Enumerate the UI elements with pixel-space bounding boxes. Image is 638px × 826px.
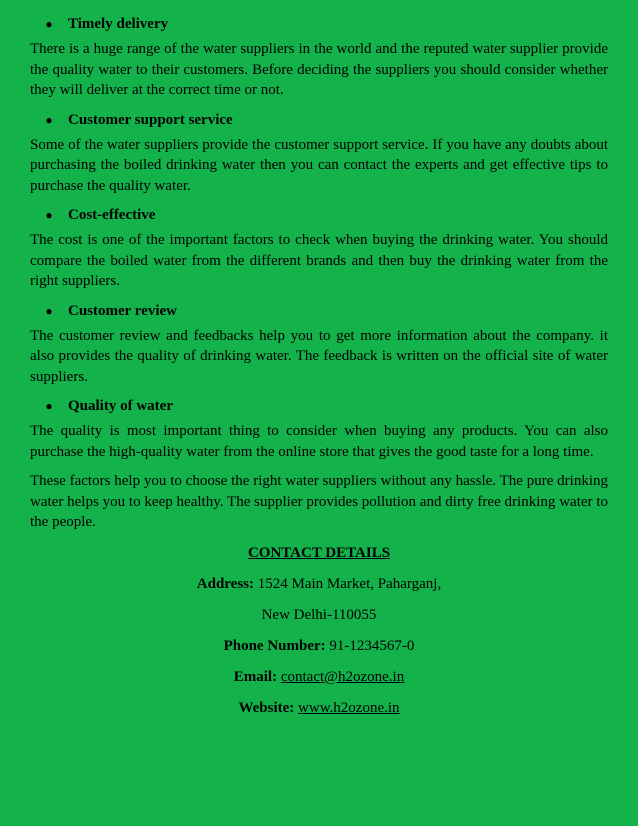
section-body-cost-effective: The cost is one of the important factors to check when buying the drinking water. You should compare the boiled water from the different brands and then buy the drinking water from the right suppliers. — [30, 232, 608, 289]
section-heading-text: Cost-effective — [68, 207, 156, 223]
bullet-icon: ● — [45, 208, 53, 222]
section-heading-text: Quality of water — [68, 398, 173, 414]
email-label: Email: — [233, 668, 278, 685]
contact-details — [30, 543, 608, 718]
bullet-icon: ● — [45, 112, 53, 127]
section-heading-text: Customer review — [68, 302, 177, 319]
phone-value: 91-1234567-0 — [329, 637, 415, 654]
contact-heading: CONTACT DETAILS — [247, 544, 391, 561]
website-link[interactable]: www.h2ozone.in — [298, 699, 400, 716]
section-heading-customer-review — [30, 301, 608, 321]
contact-phone — [30, 636, 608, 656]
section-heading-text: Timely delivery — [68, 16, 169, 32]
website-label: Website: — [238, 699, 295, 716]
contact-address — [30, 574, 608, 594]
address-label: Address: — [196, 575, 255, 592]
email-link[interactable]: contact@h2ozone.in — [280, 668, 405, 685]
bullet-icon: ● — [45, 303, 53, 318]
bullet-icon: ● — [45, 17, 53, 31]
address-line-1: 1524 Main Market, Paharganj, — [257, 575, 442, 592]
closing-paragraph: These factors help you to choose the right water suppliers without any hassle. The pure drinking water helps you to keep healthy. The supplier provides pollution and dirty free drinking water to the people. — [30, 473, 608, 530]
contact-website — [30, 698, 608, 718]
section-heading-quality-of-water — [30, 396, 608, 416]
address-line-2: New Delhi-110055 — [261, 606, 377, 623]
section-heading-text: Customer support service — [68, 111, 233, 128]
section-body-quality-of-water: The quality is most important thing to consider when buying any products. You can also purchase the high-quality water from the online store that gives the good taste for a long time. — [30, 423, 608, 460]
section-heading-timely-delivery — [30, 14, 608, 34]
section-heading-customer-support — [30, 110, 608, 130]
phone-label: Phone Number: — [223, 637, 326, 654]
contact-email — [30, 667, 608, 687]
section-body-timely-delivery: There is a huge range of the water suppliers in the world and the reputed water supplier provide the quality water to their customers. Before deciding the suppliers you should consider whether they will deliver at the correct time or not. — [30, 41, 608, 98]
section-heading-cost-effective — [30, 205, 608, 225]
section-body-customer-support: Some of the water suppliers provide the customer support service. If you have any doubts about purchasing the boiled drinking water then you can contact the experts and get effective tips to purchase the quality water. — [30, 136, 608, 194]
document-page — [30, 14, 608, 729]
section-body-customer-review: The customer review and feedbacks help you to get more information about the company. it also provides the quality of drinking water. The feedback is written on the official site of water suppliers. — [30, 327, 608, 385]
bullet-icon: ● — [45, 399, 53, 413]
